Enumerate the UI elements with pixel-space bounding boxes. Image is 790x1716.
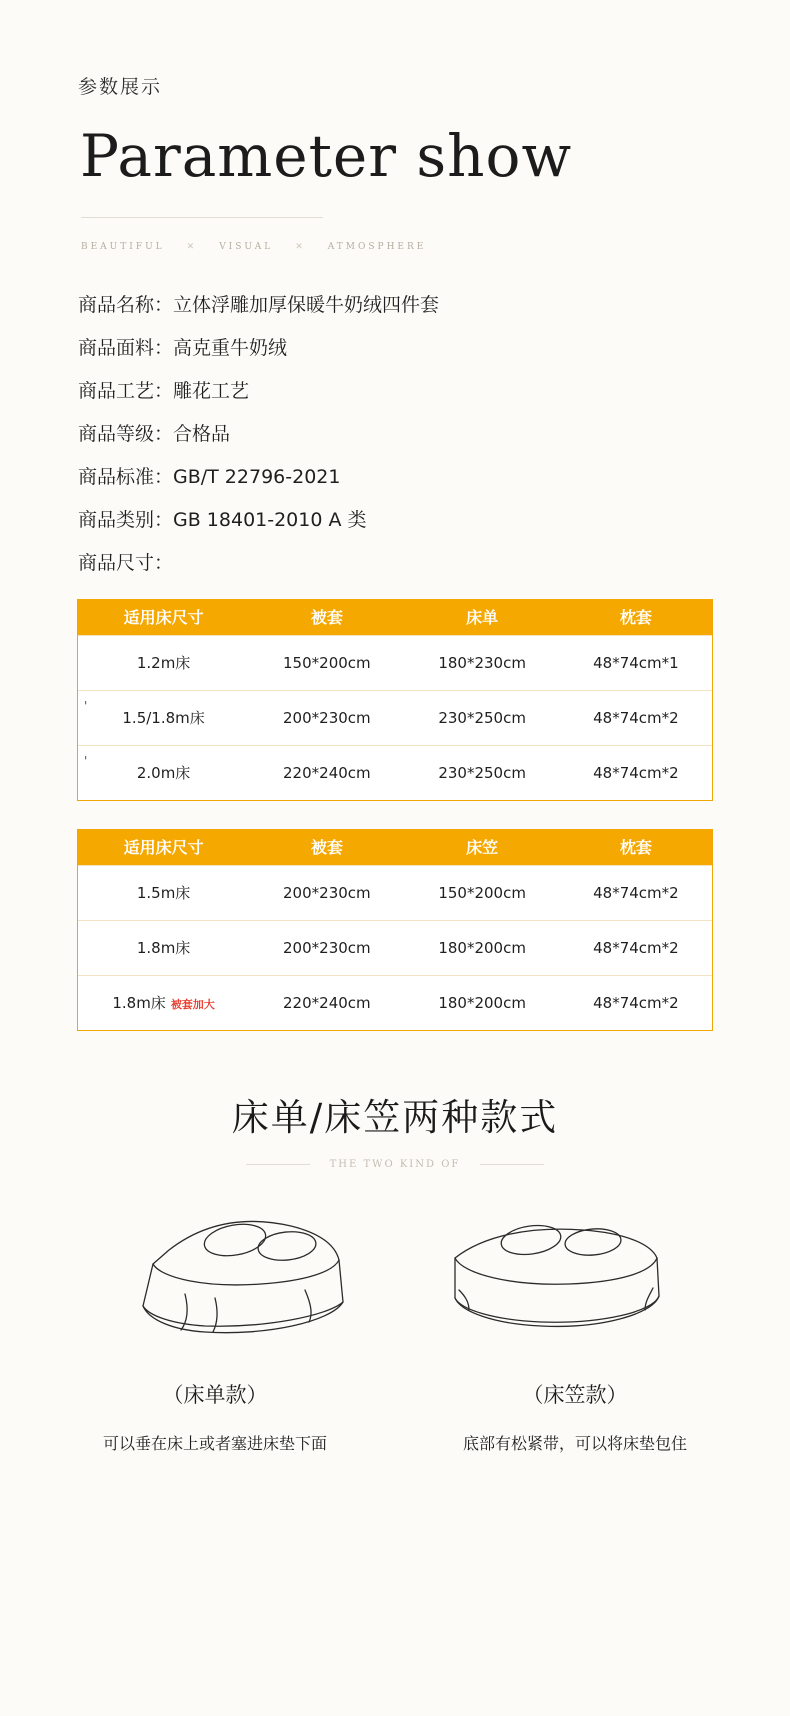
header-tag-0: BEAUTIFUL xyxy=(81,241,165,252)
page-header xyxy=(0,0,790,252)
table-row xyxy=(78,745,712,800)
cell-pillowcase: 48*74cm*2 xyxy=(593,993,679,1012)
cell-bed-size-label: 1.5m床 xyxy=(136,884,191,903)
cell-flat-sheet: 180*230cm xyxy=(438,653,526,672)
page-title: Parameter show xyxy=(80,122,573,190)
spec-item: 商品名称：立体浮雕加厚保暖牛奶绒四件套 xyxy=(78,293,440,316)
style-caption: （床单款） xyxy=(162,1382,268,1407)
cell-pillowcase: 48*74cm*2 xyxy=(593,883,679,902)
spec-item: 商品尺寸： xyxy=(78,551,174,574)
styles-section xyxy=(0,1087,790,1454)
table-header-row xyxy=(78,599,712,635)
style-caption: （床笠款） xyxy=(522,1382,628,1407)
header-tags xyxy=(81,242,790,252)
table-row xyxy=(78,920,712,975)
cell-badge-oversize: 被套加大 xyxy=(170,998,215,1012)
spec-item: 商品面料：高克重牛奶绒 xyxy=(78,336,288,359)
column-header: 床笠 xyxy=(466,838,499,858)
cell-fitted-sheet: 150*200cm xyxy=(438,883,526,902)
table-row xyxy=(78,975,712,1030)
cell-duvet: 220*240cm xyxy=(283,763,371,782)
size-table-sheet xyxy=(77,599,713,801)
column-header: 床单 xyxy=(466,608,499,628)
cell-bed-size-label: 1.8m床 xyxy=(136,939,191,958)
spec-list xyxy=(78,293,790,574)
table-row xyxy=(78,865,712,920)
column-header: 适用床尺寸 xyxy=(123,608,204,628)
title-divider xyxy=(81,217,323,218)
table-row xyxy=(78,635,712,690)
style-description: 底部有松紧带，可以将床垫包住 xyxy=(462,1433,687,1453)
cell-fitted-sheet: 180*200cm xyxy=(438,993,526,1012)
styles-subtitle: THE TWO KIND OF xyxy=(308,1159,483,1170)
cell-flat-sheet: 230*250cm xyxy=(438,708,526,727)
spec-item: 商品标准：GB/T 22796-2021 xyxy=(78,465,341,488)
spec-item: 商品工艺：雕花工艺 xyxy=(78,379,250,402)
cell-pillowcase: 48*74cm*1 xyxy=(593,653,679,672)
style-description: 可以垂在床上或者塞进床垫下面 xyxy=(102,1433,327,1453)
column-header: 枕套 xyxy=(619,838,652,858)
cell-bed-size xyxy=(78,882,249,903)
flat-sheet-illustration-icon xyxy=(65,1198,365,1368)
cell-bed-size xyxy=(78,992,249,1013)
tag-separator-icon: ✕ xyxy=(295,241,306,252)
fitted-sheet-table-sheet xyxy=(77,829,713,1031)
spec-item: 商品类别：GB 18401-2010 A 类 xyxy=(78,508,367,531)
cell-bed-size xyxy=(78,937,249,958)
cell-pillowcase: 48*74cm*2 xyxy=(593,708,679,727)
page-kicker: 参数展示 xyxy=(78,76,163,98)
column-header: 被套 xyxy=(310,838,343,858)
cell-bed-size: 1.2m床 xyxy=(136,654,191,673)
column-header: 被套 xyxy=(310,608,343,628)
tag-separator-icon: ✕ xyxy=(186,241,198,252)
cell-duvet: 200*230cm xyxy=(283,938,371,957)
table-header-row xyxy=(78,829,712,865)
column-header: 枕套 xyxy=(619,608,652,628)
cell-duvet: 220*240cm xyxy=(283,993,371,1012)
style-item-fitted-sheet xyxy=(415,1198,735,1454)
cell-bed-size: ' 2.0m床 xyxy=(78,762,249,783)
cell-bed-size: ' 1.5/1.8m床 xyxy=(78,707,249,728)
styles-illustrations xyxy=(0,1198,790,1454)
spec-item: 商品等级：合格品 xyxy=(78,422,231,445)
style-item-flat-sheet xyxy=(55,1198,375,1454)
cell-fitted-sheet: 180*200cm xyxy=(438,938,526,957)
cell-pillowcase: 48*74cm*2 xyxy=(593,763,679,782)
header-tag-2: ATMOSPHERE xyxy=(327,241,427,252)
table-row xyxy=(78,690,712,745)
styles-title: 床单/床笠两种款式 xyxy=(231,1095,559,1139)
cell-duvet: 150*200cm xyxy=(283,653,371,672)
cell-duvet: 200*230cm xyxy=(283,883,371,902)
cell-pillowcase: 48*74cm*2 xyxy=(593,938,679,957)
cell-bed-size-label: 1.8m床 xyxy=(112,994,166,1013)
header-tag-1: VISUAL xyxy=(219,241,274,252)
cell-duvet: 200*230cm xyxy=(283,708,371,727)
column-header: 适用床尺寸 xyxy=(123,838,204,858)
fitted-sheet-illustration-icon xyxy=(425,1198,725,1368)
cell-flat-sheet: 230*250cm xyxy=(438,763,526,782)
